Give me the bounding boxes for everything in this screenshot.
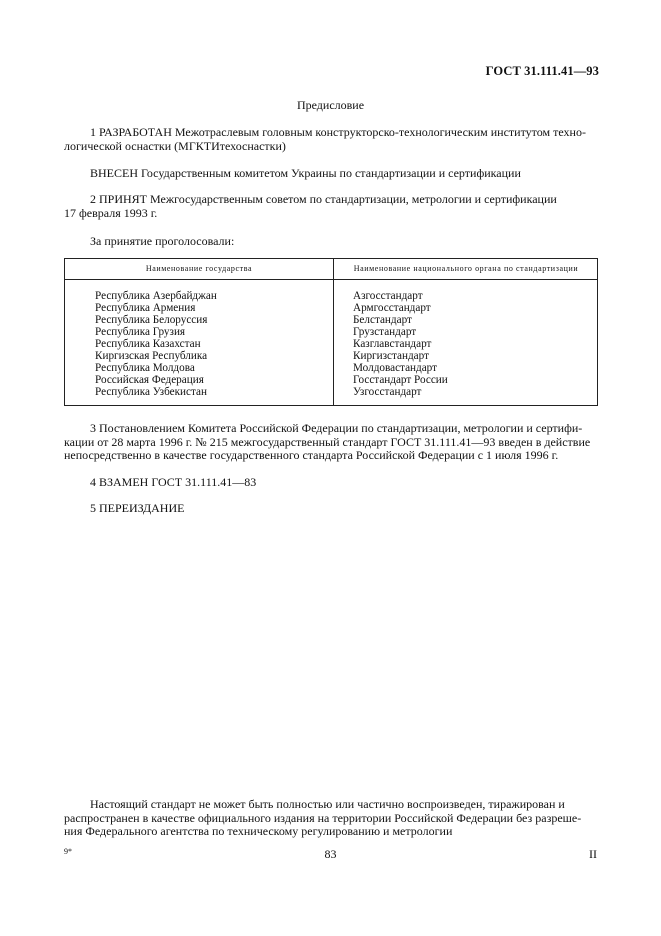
table-header-state: Наименование государства	[145, 264, 253, 273]
table-cell-org: Белстандарт	[353, 314, 412, 326]
section-developed-line2: логической оснастки (МГКТИтехоснастки)	[64, 138, 286, 153]
section-introduced-text: ВНЕСЕН Государственным комитетом Украины по стандартизации и сертификации	[90, 166, 521, 180]
section-developed	[64, 126, 598, 153]
state-column	[95, 290, 217, 398]
table-cell-state: Республика Узбекистан	[95, 386, 207, 398]
table-cell-org: Грузстандарт	[353, 326, 417, 338]
table-cell-state: Российская Федерация	[95, 374, 204, 386]
table-cell-org: Армгосстандарт	[353, 302, 431, 314]
states-table	[64, 258, 598, 406]
table-cell-state: Республика Грузия	[95, 326, 186, 338]
table-cell-state: Республика Армения	[95, 302, 196, 314]
section-introduced	[64, 167, 598, 181]
page-roman-number: II	[589, 847, 597, 861]
section-decree-line2: кации от 28 марта 1996 г. № 215 межгосударственный стандарт ГОСТ 31.111.41—93 введен в действие	[64, 434, 591, 449]
table-cell-org: Казглавстандарт	[353, 338, 432, 350]
section-replaces-text: 4 ВЗАМЕН ГОСТ 31.111.41—83	[90, 475, 257, 489]
section-adopted-line1: 2 ПРИНЯТ Межгосударственным советом по стандартизации, метрологии и сертификации	[90, 192, 557, 206]
table-cell-org: Азгосстандарт	[353, 290, 423, 302]
table-column-divider	[333, 259, 334, 405]
signature-marker: 9*	[64, 847, 72, 856]
table-cell-org: Молдовастандарт	[353, 362, 438, 374]
table-cell-state: Республика Белоруссия	[95, 314, 208, 326]
section-decree-line3: непосредственно в качестве государственного стандарта Российской Федерации с 1 июля 1996 г.	[64, 448, 559, 462]
table-cell-state: Республика Казахстан	[95, 338, 201, 350]
table-cell-org: Узгосстандарт	[353, 386, 422, 398]
page-number: 83	[324, 847, 337, 861]
table-cell-org: Госстандарт России	[353, 374, 448, 386]
table-cell-state: Республика Молдова	[95, 362, 195, 374]
table-cell-org: Киргизстандарт	[353, 350, 429, 362]
org-column	[353, 290, 448, 398]
section-adopted	[64, 193, 598, 220]
section-decree-line1: 3 Постановлением Комитета Российской Федерации по стандартизации, метрологии и сертифи-	[90, 421, 583, 435]
copyright-note	[64, 798, 598, 839]
section-replaces	[64, 476, 598, 490]
copyright-note-line1: Настоящий стандарт не может быть полностью или частично воспроизведен, тиражирован и	[90, 797, 565, 811]
document-code: ГОСТ 31.111.41—93	[485, 64, 599, 78]
section-adopted-line2: 17 февраля 1993 г.	[64, 205, 158, 220]
copyright-note-line3: ния Федерального агентства по техническому регулированию и метрологии	[64, 824, 453, 838]
table-header-org: Наименование национального органа по стандартизации	[353, 264, 579, 273]
section-reissue	[64, 502, 598, 516]
section-reissue-text: 5 ПЕРЕИЗДАНИЕ	[90, 501, 185, 515]
table-cell-state: Республика Азербайджан	[95, 290, 217, 302]
copyright-note-line2: распространен в качестве официального издания на территории Российской Федерации без разреше-	[64, 810, 582, 825]
vote-label: За принятие проголосовали:	[90, 234, 235, 248]
section-decree	[64, 422, 598, 463]
section-developed-line1: 1 РАЗРАБОТАН Межотраслевым головным конструкторско-технологическим институтом техно-	[90, 125, 586, 139]
page-title: Предисловие	[296, 98, 365, 112]
table-cell-state: Киргизская Республика	[95, 350, 208, 362]
